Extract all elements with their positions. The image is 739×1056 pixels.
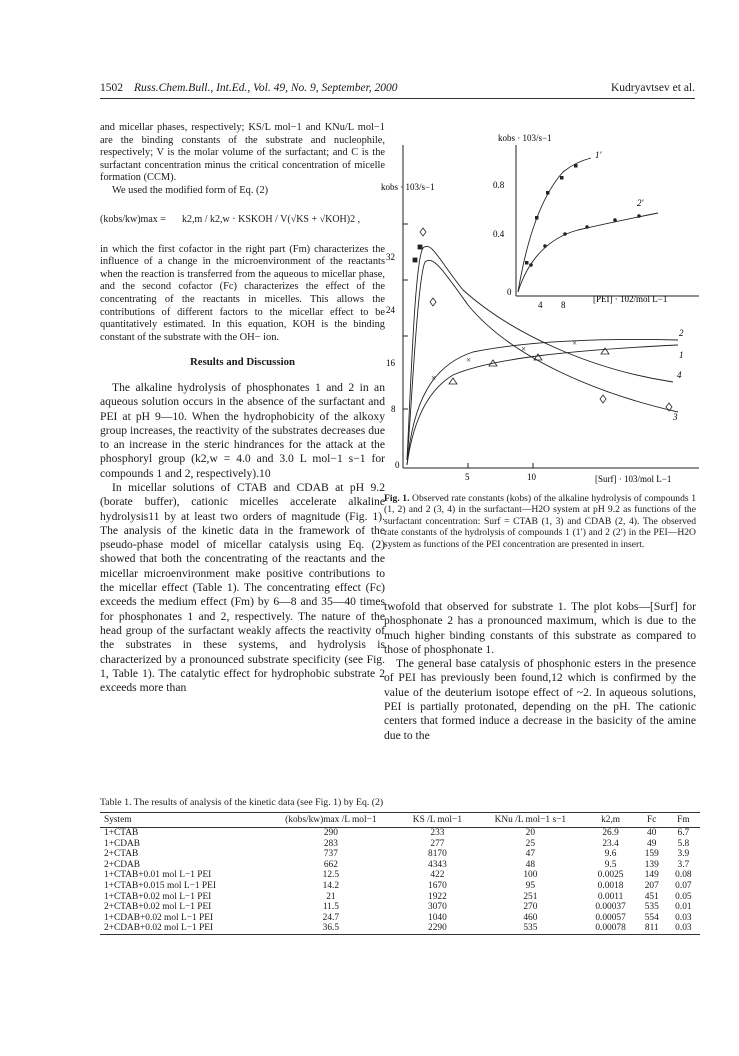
table-row: [100, 923, 700, 934]
table-cell: 139: [644, 859, 659, 870]
table-cell: 554: [644, 912, 659, 923]
table-cell: 460: [523, 912, 538, 923]
table-cell: 251: [523, 891, 538, 902]
equation: [100, 206, 385, 236]
paragraph: twofold that observed for substrate 1. The plot kobs—[Surf] for phosphonate 2 has a pronounced maximum, which is due to the much higher binding constants of this substrate as compared to those of phosphonate 1.: [384, 600, 696, 656]
svg-text:×: ×: [466, 355, 472, 365]
table-cell: 290: [323, 828, 338, 838]
table-cell: 0.0018: [597, 880, 624, 891]
table-cell: 277: [430, 838, 445, 849]
table-header: k2,m: [584, 813, 636, 828]
y-tick-label: 24: [386, 305, 395, 315]
table-cell: 811: [637, 923, 667, 934]
curve-label: 3: [673, 412, 678, 422]
table-cell: 25: [525, 838, 536, 849]
table-title: Table 1. The results of analysis of the kinetic data (see Fig. 1) by Eq. (2): [100, 797, 384, 808]
table-cell: 0.00057: [595, 912, 626, 923]
paragraph: in which the first cofactor in the right part (Fm) characterizes the influence of a change in the microenvironment of the reactants when the reaction is transferred from the aqueous to micellar phase, and the second cofactor (Fc) characterizes the effect of the concentrating of the reactants in micelles. This allows the contributions of different factors to the micellar effect to be quantitatively estimated. In this equation, KOH is the binding constant of the substrate with the OH− ion.: [100, 243, 385, 343]
table-cell: 0.01: [675, 902, 692, 913]
table-cell: 36.5: [263, 923, 398, 934]
table-cell: 14.2: [322, 880, 340, 891]
table-cell: 40: [647, 828, 657, 838]
paragraph: We used the modified form of Eq. (2): [112, 184, 269, 196]
author-name: Kudryavtsev et al.: [611, 82, 695, 94]
table-row: [100, 902, 700, 913]
table-cell: 1040: [428, 912, 447, 923]
table-header: Fc: [637, 813, 667, 828]
inset-y-axis-label: kobs · 103/s−1: [498, 133, 552, 143]
table-cell: 3070: [428, 902, 447, 913]
table-row: [100, 913, 700, 924]
left-column: [100, 122, 385, 695]
table-row: [100, 881, 700, 892]
table-cell: 737: [323, 849, 338, 860]
table-cell: 5.8: [677, 838, 690, 849]
paragraph: and micellar phases, respectively; KS/L mol−1 and KNu/L mol−1 are the binding constants of the substrate and nucleophile, respectively; V is the molar volume of the surfactant; and C is the surfactant concentration minus the critical concentration of micelle formation (CCM).: [100, 122, 385, 184]
table-cell: 283: [323, 838, 338, 849]
table-cell: 0.0025: [597, 870, 624, 881]
table-cell: 535: [476, 923, 584, 934]
caption-text: Observed rate constants (kobs) of the alkaline hydrolysis of compounds 1 (1, 2) and 2 (3, 4) in the surfactant—H2O system at pH 9.2 as functions of the surfactant concentration: Surf = CTAB (1, 3) and CDAB (2, 4). The observed rate constants of the hydrolysis of compounds 1 (1′) and 2 (2′) in the PEI—H2O system as functions of the PEI concentration are presented in insert.: [384, 493, 696, 550]
equation-rhs: k2,m / k2,w · KSKOH / V(√KS + √KOH)2 ,: [182, 213, 361, 225]
table-cell: 0.00037: [595, 902, 626, 913]
main-x-ticks: [395, 460, 537, 482]
table-cell: 26.9: [602, 828, 619, 838]
table-header: (kobs/kw)max /L mol−1: [263, 813, 398, 828]
figure-1: [373, 120, 703, 490]
curve-4: [407, 246, 673, 460]
table-cell: 1922: [428, 891, 447, 902]
paragraph: In micellar solutions of CTAB and CDAB at pH 9.2 (borate buffer), cationic micelles accelerate alkaline hydrolysis11 by at least two orders of magnitude (Fig. 1). The analysis of the kinetic data in the framework of the pseudo-phase model of micellar catalysis using Eq. (2) showed that both the concentrating of the reactants and the micellar microenvironment make positive contributions to the micellar effect (Table 1). The concentrating effect (Fc) exceeds the medium effect (Fm) by 6—8 and 35—40 times for phosphonates 1 and 2, respectively. The nature of the head group of the surfactant weakly affects the reactivity of the substrates in these systems, and hydrolysis is characterized by a pronounced substrate specificity (see Fig. 1, Table 1). The catalytic effect for hydrophobic substrate 2 exceeds more than: [100, 480, 385, 695]
table-header: KS /L mol−1: [398, 813, 476, 828]
figure-caption: [384, 493, 696, 550]
table-cell: 1+CTAB: [104, 828, 139, 838]
table-cell: 0.05: [675, 891, 692, 902]
table-cell: 2+CTAB: [104, 849, 139, 860]
table-header: Fm: [667, 813, 700, 828]
table-cell: 1+CDAB: [104, 838, 141, 849]
table-cell: 1+CTAB+0.02 mol L−1 PEI: [104, 891, 212, 902]
table-cell: 100: [523, 870, 538, 881]
table-cell: 6.7: [677, 828, 690, 838]
table-cell: 4343: [428, 859, 447, 870]
table-cell: 20: [525, 828, 536, 838]
table-cell: 662: [323, 859, 338, 870]
curve-label: 2: [679, 328, 684, 338]
table-cell: 47: [525, 849, 536, 860]
table-cell: 2+CDAB+0.02 mol L−1 PEI: [100, 923, 263, 934]
table-cell: 3.9: [677, 849, 690, 860]
table-cell: 149: [644, 870, 659, 881]
paragraph: The general base catalysis of phosphonic esters in the presence of PEI has previously been found,12 which is confirmed by the value of the deuterium isotope effect of ~2. In aqueous solutions, PEI is partially protonated, depending on the pH. The cationic centers that formed induce a decrease in the basicity of the amine due to the: [384, 657, 696, 742]
inset-y-tick: 0.8: [493, 180, 505, 190]
table-cell: 270: [523, 902, 538, 913]
table-cell: 23.4: [602, 838, 619, 849]
curve-label: 1: [679, 350, 684, 360]
table-cell: 1+CTAB+0.01 mol L−1 PEI: [104, 870, 212, 881]
running-header: [100, 82, 695, 99]
svg-text:×: ×: [572, 338, 578, 348]
page-number: 1502: [100, 82, 123, 94]
inset-curve-2prime: [518, 213, 658, 292]
inset-curve-label: 2′: [637, 198, 644, 208]
table-row: [100, 849, 700, 860]
table-cell: 49: [647, 838, 657, 849]
inset-y-tick: 0.4: [493, 229, 505, 239]
journal-citation: Russ.Chem.Bull., Int.Ed., Vol. 49, No. 9, September, 2000: [134, 82, 398, 94]
table-cell: 535: [644, 902, 659, 913]
table-cell: 451: [644, 891, 659, 902]
data-markers: [413, 228, 672, 411]
results-table: [100, 812, 700, 935]
inset-curve-label: 1′: [595, 150, 602, 160]
table-cell: 0.03: [667, 923, 700, 934]
table-cell: 422: [430, 870, 445, 881]
table-row: [100, 870, 700, 881]
table-cell: 0.03: [675, 912, 692, 923]
svg-text:×: ×: [521, 344, 527, 354]
inset-curve-1prime: [518, 158, 591, 292]
table-cell: 24.7: [322, 912, 340, 923]
table-header: KNu /L mol−1 s−1: [476, 813, 584, 828]
table-cell: 95: [525, 880, 536, 891]
y-tick-label: 8: [391, 404, 396, 414]
y-tick-label: 16: [386, 358, 395, 368]
x-tick-label: 5: [465, 472, 470, 482]
table-cell: 207: [644, 880, 659, 891]
table-cell: 11.5: [322, 902, 339, 913]
inset-markers: [525, 164, 641, 267]
curve-label: 4: [677, 370, 682, 380]
table-cell: 21: [326, 891, 336, 902]
table-cell: 3.7: [677, 859, 690, 870]
curve-2: [407, 340, 678, 466]
inset-x-tick: 0: [507, 287, 512, 297]
inset-x-tick: 4: [538, 300, 543, 310]
table-cell: 1+CDAB+0.02 mol L−1 PEI: [104, 912, 214, 923]
main-y-ticks: [386, 224, 408, 414]
main-x-axis-label: [Surf] · 103/mol L−1: [595, 474, 672, 484]
table-cell: 2290: [398, 923, 476, 934]
table-cell: 0.08: [675, 870, 692, 881]
right-column: [384, 600, 696, 743]
table-cell: 1+CTAB+0.015 mol L−1 PEI: [104, 880, 216, 891]
table-cell: 0.0011: [597, 891, 624, 902]
table-cell: 9.6: [604, 849, 617, 860]
table-cell: 48: [525, 859, 536, 870]
equation-lhs: (kobs/kw)max =: [100, 213, 166, 225]
section-title: Results and Discussion: [189, 356, 295, 369]
inset-x-tick: 8: [561, 300, 566, 310]
caption-label: Fig. 1.: [384, 493, 410, 504]
table-cell: 2+CDAB: [104, 859, 141, 870]
x-tick-label: 0: [395, 460, 400, 470]
main-y-axis-label: kobs · 103/s−1: [381, 182, 435, 192]
table-cell: 8170: [428, 849, 447, 860]
table-cell: 0.07: [675, 880, 692, 891]
inset-x-axis-label: [PEI] · 102/mol L−1: [593, 294, 668, 304]
table-row: [100, 828, 700, 839]
x-tick-label: 10: [527, 472, 536, 482]
table-cell: 12.5: [322, 870, 340, 881]
table-cell: 159: [644, 849, 659, 860]
y-tick-label: 32: [386, 252, 395, 262]
table-row: [100, 860, 700, 871]
paragraph: The alkaline hydrolysis of phosphonates 1 and 2 in an aqueous solution occurs in the absence of the surfactant and PEI at pH 9—10. When the hydrophobicity of the alkoxy group increases, the reactivity of the substrates decreases due to an increase in the steric hindrances for the attack at the phosphoryl group (k2,w = 4.0 and 3.0 L mol−1 s−1 for compounds 1 and 2, respectively).10: [100, 380, 385, 480]
table-cell: 9.5: [604, 859, 617, 870]
table-cell: 1670: [428, 880, 447, 891]
table-cell: 233: [430, 828, 445, 838]
table-header: System: [100, 813, 263, 828]
table-cell: 0.00078: [584, 923, 636, 934]
table-row: [100, 839, 700, 850]
svg-text:×: ×: [431, 373, 437, 383]
table-row: [100, 892, 700, 903]
table-cell: 2+CTAB+0.02 mol L−1 PEI: [104, 902, 212, 913]
